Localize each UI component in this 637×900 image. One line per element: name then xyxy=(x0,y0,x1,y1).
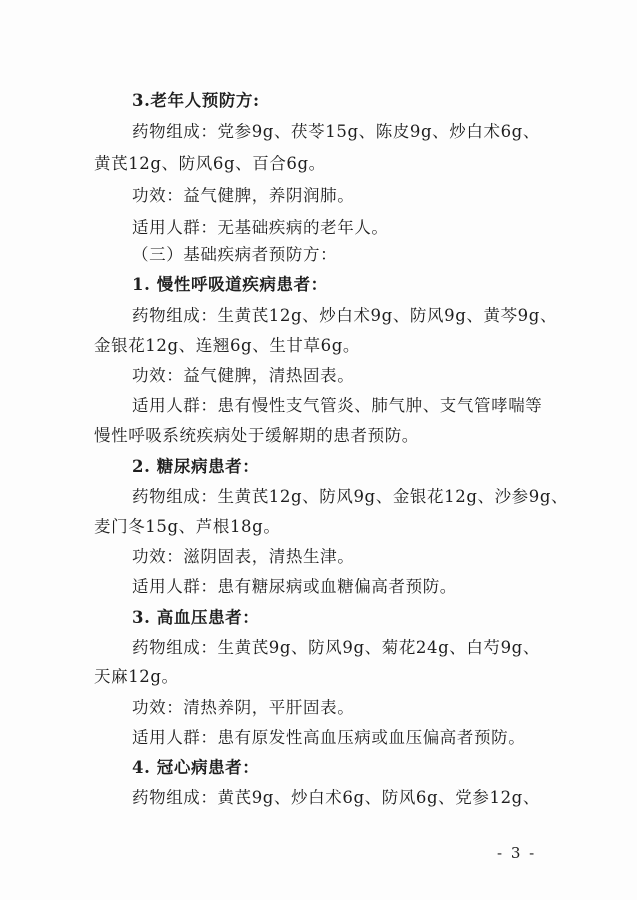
section-heading-underlying-disease: （三）基础疾病者预防方： xyxy=(132,245,338,264)
respiratory-target-group-line1: 适用人群：患有慢性支气管炎、肺气肿、支气管哮喘等 xyxy=(132,396,543,415)
respiratory-ingredients-line1: 药物组成：生黄芪12g、炒白术9g、防风9g、黄芩9g、 xyxy=(132,306,558,325)
heading-chronic-respiratory: 1. 慢性呼吸道疾病患者： xyxy=(132,275,328,294)
elderly-ingredients-line1: 药物组成：党参9g、茯苓15g、陈皮9g、炒白术6g、 xyxy=(132,122,540,141)
respiratory-efficacy: 功效：益气健脾，清热固表。 xyxy=(132,366,355,385)
hypertension-ingredients-line1: 药物组成：生黄芪9g、防风9g、菊花24g、白芍9g、 xyxy=(132,638,540,657)
heading-diabetes: 2. 糖尿病患者： xyxy=(132,457,260,476)
heading-hypertension: 3. 高血压患者： xyxy=(132,608,260,627)
diabetes-efficacy: 功效：滋阴固表，清热生津。 xyxy=(132,547,355,566)
diabetes-ingredients-line2: 麦门冬15g、芦根18g。 xyxy=(94,517,281,536)
elderly-target-group: 适用人群：无基础疾病的老年人。 xyxy=(132,218,389,237)
elderly-efficacy: 功效：益气健脾，养阴润肺。 xyxy=(132,186,355,205)
heading-coronary-heart-disease: 4. 冠心病患者： xyxy=(132,758,260,777)
coronary-ingredients-line1: 药物组成：黄芪9g、炒白术6g、防风6g、党参12g、 xyxy=(132,788,540,807)
elderly-ingredients-line2: 黄芪12g、防风6g、百合6g。 xyxy=(94,154,326,173)
respiratory-target-group-line2: 慢性呼吸系统疾病处于缓解期的患者预防。 xyxy=(94,426,419,445)
hypertension-efficacy: 功效：清热养阴，平肝固表。 xyxy=(132,698,355,717)
heading-elderly-prevention: 3.老年人预防方: xyxy=(132,91,260,110)
diabetes-target-group: 适用人群：患有糖尿病或血糖偏高者预防。 xyxy=(132,577,457,596)
respiratory-ingredients-line2: 金银花12g、连翘6g、生甘草6g。 xyxy=(94,336,360,355)
diabetes-ingredients-line1: 药物组成：生黄芪12g、防风9g、金银花12g、沙参9g、 xyxy=(132,487,569,506)
hypertension-ingredients-line2: 天麻12g。 xyxy=(94,667,179,686)
hypertension-target-group: 适用人群：患有原发性高血压病或血压偏高者预防。 xyxy=(132,728,526,747)
page-number: - 3 - xyxy=(497,844,537,862)
